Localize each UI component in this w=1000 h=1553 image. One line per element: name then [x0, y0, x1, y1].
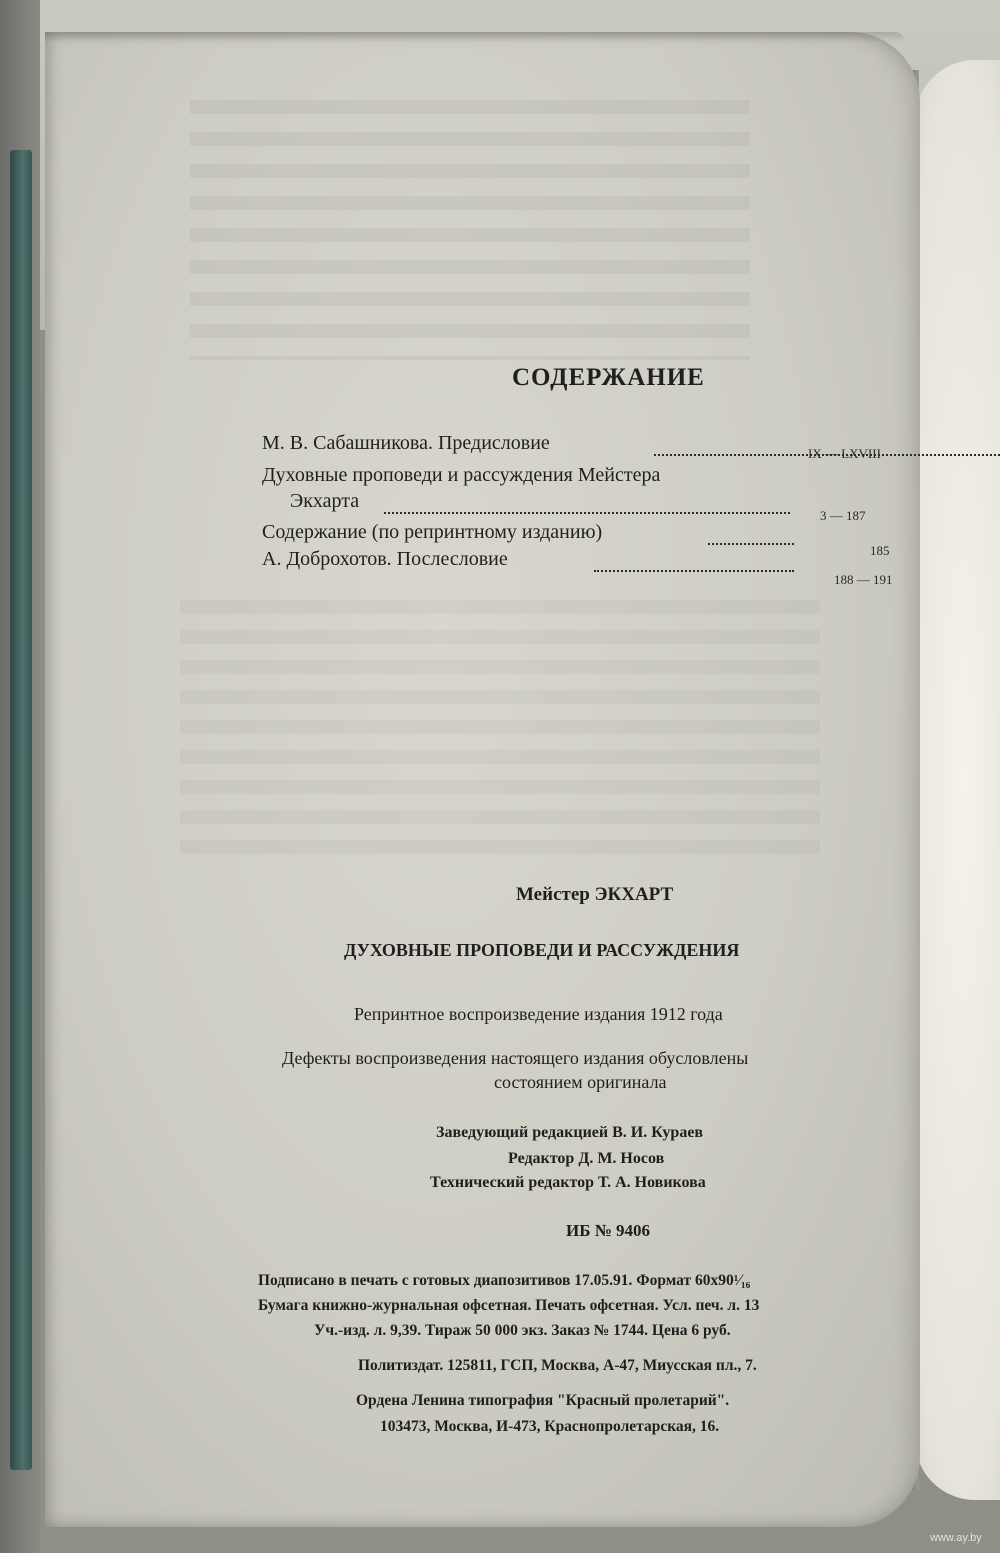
imprint-line: Бумага книжно-журнальная офсетная. Печать офсетная. Усл. печ. л. 13: [258, 1297, 760, 1314]
toc-entry: [262, 521, 902, 558]
printer-address: 103473, Москва, И-473, Краснопролетарская, 16.: [380, 1418, 720, 1435]
defects-note-line2: состоянием оригинала: [494, 1072, 667, 1092]
toc-leader-dots: [708, 543, 794, 545]
staff-managing-editor: Заведующий редакцией В. И. Кураев: [436, 1124, 704, 1141]
printer-name: Ордена Ленина типография "Красный пролетарий".: [356, 1392, 730, 1409]
staff-technical-editor: Технический редактор Т. А. Новикова: [430, 1174, 706, 1191]
staff-editor: Редактор Д. М. Носов: [508, 1150, 665, 1167]
toc-entry-title: Духовные проповеди и рассуждения Мейстера: [262, 464, 661, 486]
toc-entry: [262, 432, 902, 462]
right-page: [915, 60, 1000, 1500]
book-author: Мейстер ЭКХАРТ: [516, 884, 674, 905]
toc-entry-title: А. Доброхотов. Послесловие: [262, 548, 508, 570]
toc-leader-dots: [384, 512, 790, 514]
toc-entry: [262, 548, 902, 587]
toc-entry-pages: 188 — 191: [834, 572, 893, 587]
reprint-note: Репринтное воспроизведение издания 1912 года: [354, 1004, 723, 1024]
toc-leader-dots: [594, 570, 794, 572]
show-through-texture-2: [180, 600, 820, 860]
toc-entry-pages: IX — LXVIII: [808, 446, 881, 461]
toc-entry-pages: 3 — 187: [820, 508, 866, 523]
show-through-texture: [190, 100, 750, 360]
toc-entry-pages: 185: [870, 543, 890, 558]
toc-entry-title-cont: Экхарта: [290, 490, 360, 512]
page-edge: [45, 32, 905, 42]
book-spine: [10, 150, 32, 1470]
watermark: www.ay.by: [930, 1532, 982, 1544]
toc-entry-title: Содержание (по репринтному изданию): [262, 521, 603, 543]
defects-note-line1: Дефекты воспроизведения настоящего издания обусловлены: [282, 1048, 749, 1068]
imprint-line: Подписано в печать с готовых диапозитивов 17.05.91. Формат 60х90¹⁄₁₆: [258, 1272, 751, 1289]
toc-entry-continuation: [290, 490, 900, 523]
book-title: ДУХОВНЫЕ ПРОПОВЕДИ И РАССУЖДЕНИЯ: [344, 940, 740, 960]
toc-heading: СОДЕРЖАНИЕ: [512, 364, 705, 391]
imprint-line: Уч.-изд. л. 9,39. Тираж 50 000 экз. Заказ № 1744. Цена 6 руб.: [314, 1322, 731, 1339]
ib-number: ИБ № 9406: [566, 1221, 651, 1240]
toc-entry-title: М. В. Сабашникова. Предисловие: [262, 432, 550, 454]
publisher-address: Политиздат. 125811, ГСП, Москва, А-47, Миусская пл., 7.: [358, 1357, 757, 1374]
